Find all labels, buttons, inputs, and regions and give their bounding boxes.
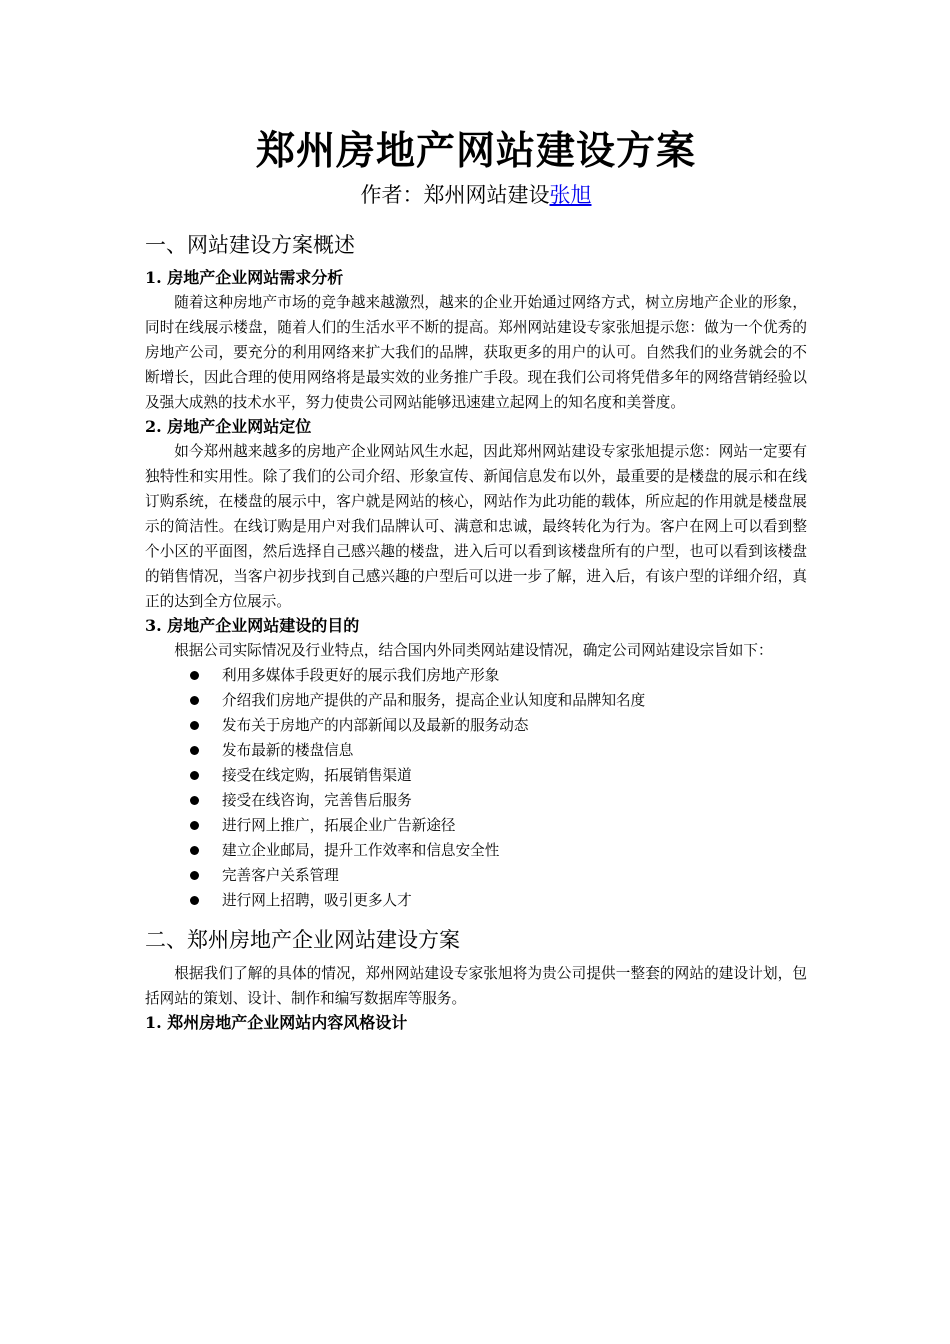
section1-heading: 一、网站建设方案概述 [145,233,355,257]
author-prefix: 作者：郑州网站建设 [360,183,550,207]
bullet-icon [190,796,199,805]
bullet-icon [190,671,199,680]
bullet-icon [190,871,199,880]
author-link[interactable]: 张旭 [549,183,592,207]
section2-sub1-heading: 1. 郑州房地产企业网站内容风格设计 [145,1013,408,1032]
list-item [190,788,807,813]
list-item [190,713,807,738]
section1-sub3-paragraph: 根据公司实际情况及行业特点，结合国内外同类网站建设情况，确定公司网站建设宗旨如下： [174,642,773,659]
section1-sub3-heading: 3. 房地产企业网站建设的目的 [145,616,360,635]
document-title: 郑州房地产网站建设方案 [255,128,696,174]
section1-sub1-paragraph: 随着这种房地产市场的竞争越来越激烈，越来的企业开始通过网络方式，树立房地产企业的形象，同时在线展示楼盘，随着人们的生活水平不断的提高。郑州网站建设专家张旭提示您：做为一个优秀的房地产公司，要充分的利用网络来扩大我们的品牌，获取更多的用户的认可。自然我们的业务就会的不断增长，因此合理的使用网络将是最实效的业务推广手段。现在我们公司将凭借多年的网络营销经验以及强大成熟的技术水平，努力使贵公司网站能够迅速建立起网上的知名度和美誉度。 [145,294,807,411]
list-item [190,663,807,688]
bullet-icon [190,746,199,755]
section1-sub1-heading: 1. 房地产企业网站需求分析 [145,268,344,287]
bullet-icon [190,721,199,730]
list-item [190,763,807,788]
list-item [190,813,807,838]
section1-sub2-heading: 2. 房地产企业网站定位 [145,417,312,436]
section2-heading: 二、郑州房地产企业网站建设方案 [145,928,460,952]
list-item-text: 完善客户关系管理 [222,867,339,884]
list-item-text: 接受在线咨询，完善售后服务 [222,792,412,809]
list-item-text: 介绍我们房地产提供的产品和服务，提高企业认知度和品牌知名度 [222,692,646,709]
document-body [145,122,807,1035]
section2-paragraph: 根据我们了解的具体的情况，郑州网站建设专家张旭将为贵公司提供一整套的网站的建设计划，包括网站的策划、设计、制作和编写数据库等服务。 [145,965,807,1007]
list-item-text: 利用多媒体手段更好的展示我们房地产形象 [222,667,500,684]
list-item-text: 进行网上推广，拓展企业广告新途径 [222,817,456,834]
list-item-text: 发布最新的楼盘信息 [222,742,354,759]
author-line [145,180,807,210]
list-item-text: 进行网上招聘，吸引更多人才 [222,892,412,909]
list-item [190,838,807,863]
list-item [190,738,807,763]
goals-list [145,663,807,913]
list-item [190,888,807,913]
bullet-icon [190,896,199,905]
list-item-text: 发布关于房地产的内部新闻以及最新的服务动态 [222,717,529,734]
list-item [190,863,807,888]
list-item-text: 接受在线定购，拓展销售渠道 [222,767,412,784]
section1-sub2-paragraph: 如今郑州越来越多的房地产企业网站风生水起，因此郑州网站建设专家张旭提示您：网站一定要有独特性和实用性。除了我们的公司介绍、形象宣传、新闻信息发布以外，最重要的是楼盘的展示和在线订购系统，在楼盘的展示中，客户就是网站的核心，网站作为此功能的载体，所应起的作用就是楼盘展示的简洁性。在线订购是用户对我们品牌认可、满意和忠诚，最终转化为行为。客户在网上可以看到整个小区的平面图，然后选择自己感兴趣的楼盘，进入后可以看到该楼盘所有的户型，也可以看到该楼盘的销售情况，当客户初步找到自己感兴趣的户型后可以进一步了解，进入后，有该户型的详细介绍，真正的达到全方位展示。 [145,443,807,610]
bullet-icon [190,846,199,855]
list-item [190,688,807,713]
bullet-icon [190,771,199,780]
bullet-icon [190,696,199,705]
list-item-text: 建立企业邮局，提升工作效率和信息安全性 [222,842,500,859]
bullet-icon [190,821,199,830]
